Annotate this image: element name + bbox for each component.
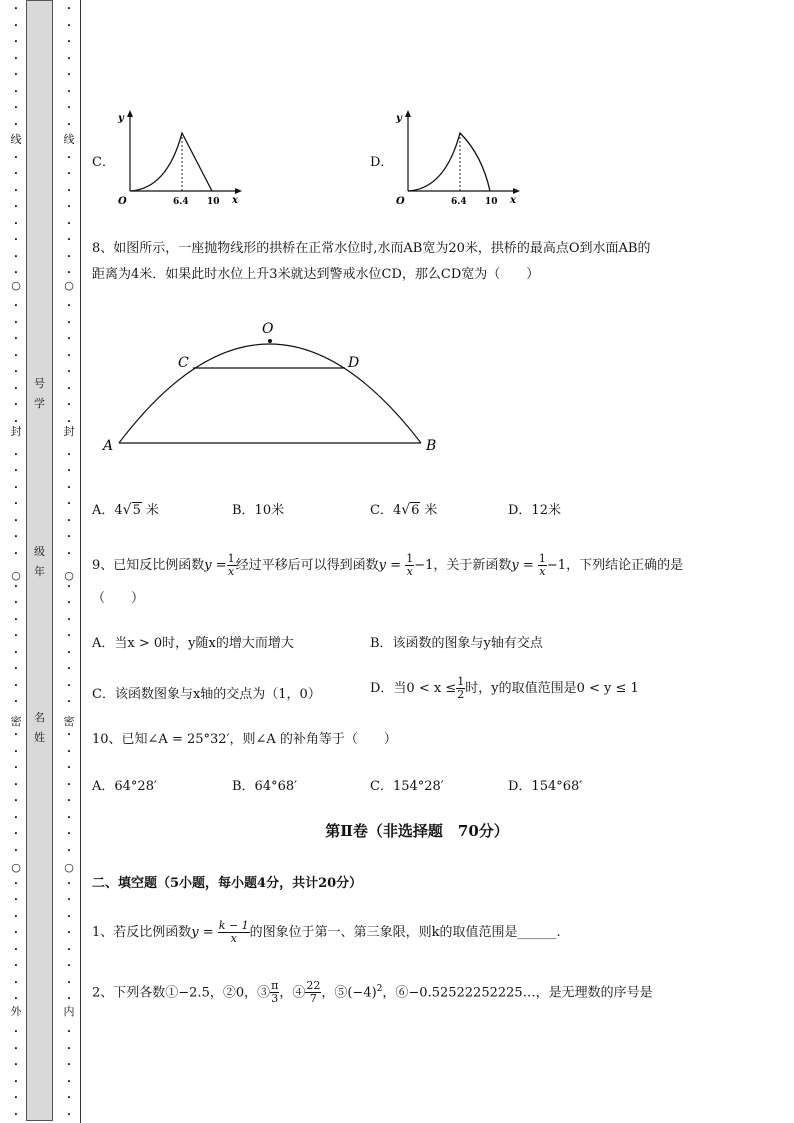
binding-mark: 封 <box>10 425 22 438</box>
cut-dot: • <box>13 302 19 310</box>
cut-dot: • <box>13 384 19 393</box>
binding-mark: ○ <box>11 279 21 292</box>
cut-dot: • <box>13 698 19 706</box>
cut-dot: • <box>13 747 19 756</box>
cut-dot: • <box>13 500 19 508</box>
origin-label: O <box>118 196 127 207</box>
cut-dot: • <box>13 665 19 673</box>
cut-dot: • <box>13 1061 19 1069</box>
cut-dot: • <box>13 896 19 904</box>
cut-dot: • <box>13 87 19 96</box>
cut-dot: • <box>13 1110 19 1119</box>
cut-dot: • <box>13 879 19 888</box>
cut-dot: • <box>66 1061 72 1069</box>
cut-dot: • <box>13 269 19 277</box>
cut-dot: • <box>66 896 72 904</box>
binding-mark: 线 <box>63 133 75 146</box>
q10-option-a: A．64°28′ <box>92 779 157 794</box>
cut-dot: • <box>66 236 72 244</box>
cut-dot: • <box>13 368 19 376</box>
cut-dot: • <box>66 170 72 178</box>
strip-label: 年 <box>34 565 45 578</box>
cut-dot: • <box>13 54 19 63</box>
cut-dot: • <box>13 846 19 855</box>
q8-line1: 8、如图所示，一座抛物线形的拱桥在正常水位时,水而AB宽为20米，拱桥的最高点O到水面AB的 <box>92 241 651 256</box>
q10-option-c: C．154°28′ <box>370 779 444 794</box>
binding-mark: 密 <box>10 715 22 728</box>
cut-dot: • <box>13 978 19 987</box>
q9-line1: 9、已知反比例函数y = $\frac{1}{x}$ 经过平移后可以得到函数y = $\frac{1}{x}$ −1，关于新函数y = $\frac{1}{x}$ −1，下列结论正确的是 <box>92 552 684 578</box>
cut-dot: • <box>13 830 19 838</box>
cut-dot: • <box>13 203 19 211</box>
cut-dot: • <box>66 582 72 591</box>
cut-dot: • <box>66 533 72 541</box>
cut-dot: • <box>66 87 72 96</box>
cut-dot: • <box>13 1028 19 1036</box>
cut-dot: • <box>13 5 19 13</box>
cut-dot: • <box>66 186 72 195</box>
cut-dot: • <box>66 698 72 706</box>
cut-dot: • <box>66 21 72 30</box>
cut-dot: • <box>66 731 72 739</box>
cut-dot: • <box>66 5 72 13</box>
binding-margin <box>0 0 84 1123</box>
cut-dot: • <box>66 1028 72 1036</box>
cut-dot: • <box>66 368 72 376</box>
q9-option-d: D．当0 < x ≤ $\frac{1}{2}$ 时，y的取值范围是0 < y ≤ 1 <box>370 675 639 701</box>
cut-dot: • <box>13 236 19 244</box>
cut-dot: • <box>13 1044 19 1053</box>
cut-dot: • <box>13 1094 19 1102</box>
part2-heading: 二、填空题（5小题，每小题4分，共计20分） <box>92 876 363 891</box>
cut-dot: • <box>66 978 72 987</box>
point-a-label: A <box>103 438 114 454</box>
dotted-cut-line-inner <box>63 0 75 1123</box>
q10-text: 10、已知∠A = 25°32′，则∠A 的补角等于（ ） <box>92 732 397 747</box>
strip-label: 学 <box>34 397 45 410</box>
cut-dot: • <box>66 995 72 1003</box>
cut-dot: • <box>13 252 19 261</box>
cut-dot: • <box>66 104 72 112</box>
dotted-cut-line-left <box>10 0 22 1123</box>
cut-dot: • <box>13 467 19 475</box>
cut-dot: • <box>13 186 19 195</box>
cut-dot: • <box>66 1044 72 1053</box>
q8-option-a: A．4√5 米 <box>92 502 159 518</box>
cut-dot: • <box>66 219 72 228</box>
cut-dot: • <box>66 71 72 79</box>
cut-dot: • <box>13 632 19 640</box>
strip-label: 级 <box>34 545 45 558</box>
cut-dot: • <box>66 335 72 343</box>
binding-mark: ○ <box>64 861 74 874</box>
cut-dot: • <box>66 252 72 261</box>
cut-dot: • <box>66 615 72 624</box>
cut-dot: • <box>13 615 19 624</box>
binding-mark: 密 <box>63 715 75 728</box>
cut-dot: • <box>66 797 72 805</box>
cut-dot: • <box>66 516 72 525</box>
binding-mark: 线 <box>10 133 22 146</box>
cut-dot: • <box>66 203 72 211</box>
cut-dot: • <box>66 1110 72 1119</box>
q8-option-b: B．10米 <box>232 503 285 518</box>
cut-dot: • <box>66 1094 72 1102</box>
cut-dot: • <box>66 813 72 822</box>
cut-dot: • <box>66 120 72 129</box>
cut-dot: • <box>66 302 72 310</box>
cut-dot: • <box>66 1077 72 1086</box>
cut-dot: • <box>66 318 72 327</box>
arch-bridge-figure <box>95 315 445 460</box>
cut-dot: • <box>66 351 72 360</box>
cut-dot: • <box>66 912 72 921</box>
cut-dot: • <box>66 467 72 475</box>
cut-dot: • <box>13 71 19 79</box>
cut-dot: • <box>66 417 72 426</box>
cut-dot: • <box>13 764 19 772</box>
fill-question-2: 2、下列各数①−2.5，②0，③ $\frac{\pi}{3}$ ，④ $\frac{22}{7}$ ，$⑤(-4)^2$，⑥−0.52522252225…，是无理数的序号是 <box>92 979 653 1006</box>
cut-dot: • <box>66 54 72 63</box>
cut-dot: • <box>13 549 19 558</box>
cut-dot: • <box>66 549 72 558</box>
cut-dot: • <box>13 813 19 822</box>
cut-dot: • <box>13 170 19 178</box>
tick-label: 6.4 <box>173 197 189 207</box>
binding-mark: ○ <box>64 279 74 292</box>
point-o-label: O <box>262 321 274 337</box>
q9-line2: （ ） <box>92 591 145 606</box>
cut-dot: • <box>13 335 19 343</box>
cut-dot: • <box>13 38 19 46</box>
cut-dot: • <box>13 533 19 541</box>
cut-dot: • <box>13 945 19 954</box>
cut-dot: • <box>66 962 72 970</box>
cut-dot: • <box>13 648 19 657</box>
section-title: 第Ⅱ卷（非选择题 70分） <box>325 822 509 840</box>
binding-mark: ○ <box>11 569 21 582</box>
strip-label: 号 <box>34 377 45 390</box>
tick-label: 10 <box>485 197 498 207</box>
cut-dot: • <box>13 219 19 228</box>
cut-dot: • <box>13 153 19 162</box>
cut-dot: • <box>66 665 72 673</box>
cut-dot: • <box>13 401 19 409</box>
cut-dot: • <box>13 962 19 970</box>
cut-dot: • <box>13 797 19 805</box>
cut-dot: • <box>13 582 19 591</box>
cut-dot: • <box>66 846 72 855</box>
cut-dot: • <box>66 632 72 640</box>
y-axis-label: y <box>118 113 124 124</box>
cut-dot: • <box>66 599 72 607</box>
q9-option-a: A．当x > 0时，y随x的增大而增大 <box>92 636 294 651</box>
cut-dot: • <box>13 120 19 129</box>
point-d-label: D <box>348 355 360 371</box>
point-b-label: B <box>426 438 437 454</box>
q10-option-b: B．64°68′ <box>232 779 298 794</box>
cut-dot: • <box>13 450 19 459</box>
fill-question-1: 1、若反比例函数y = $\frac{k - 1}{x}$ 的图象位于第一、第三象限，则k的取值范围是______. <box>92 919 561 945</box>
q8-line2: 距离为4米．如果此时水位上升3米就达到警戒水位CD，那么CD宽为（ ） <box>92 267 540 282</box>
cut-dot: • <box>66 945 72 954</box>
cut-dot: • <box>13 351 19 360</box>
cut-dot: • <box>13 731 19 739</box>
cut-dot: • <box>66 483 72 492</box>
binding-mark: ○ <box>64 569 74 582</box>
cut-dot: • <box>13 318 19 327</box>
cut-dot: • <box>66 401 72 409</box>
cut-dot: • <box>13 780 19 789</box>
option-d-label: D． <box>370 155 394 170</box>
point-c-label: C <box>178 355 189 371</box>
cut-dot: • <box>13 995 19 1003</box>
cut-dot: • <box>66 269 72 277</box>
cut-dot: • <box>66 648 72 657</box>
cut-dot: • <box>66 153 72 162</box>
cut-dot: • <box>66 879 72 888</box>
cut-dot: • <box>13 681 19 690</box>
cut-dot: • <box>13 417 19 426</box>
cut-dot: • <box>13 516 19 525</box>
origin-label: O <box>396 196 405 207</box>
cut-dot: • <box>66 681 72 690</box>
cut-dot: • <box>13 21 19 30</box>
cut-dot: • <box>66 830 72 838</box>
strip-label: 姓 <box>34 731 45 744</box>
cut-dot: • <box>13 912 19 921</box>
q8-option-c: C．4√6 米 <box>370 502 438 518</box>
binding-mark: 外 <box>10 1005 22 1018</box>
cut-dot: • <box>13 1077 19 1086</box>
strip-label: 名 <box>34 711 45 724</box>
tick-label: 6.4 <box>451 197 467 207</box>
binding-mark: 内 <box>63 1005 75 1018</box>
cut-dot: • <box>13 599 19 607</box>
binding-mark: ○ <box>11 861 21 874</box>
margin-border-line <box>80 0 81 1123</box>
cut-dot: • <box>66 38 72 46</box>
cut-dot: • <box>66 929 72 937</box>
q10-option-d: D．154°68′ <box>508 779 583 794</box>
cut-dot: • <box>66 384 72 393</box>
student-info-strip <box>26 0 53 1121</box>
cut-dot: • <box>66 450 72 459</box>
binding-mark: 封 <box>63 425 75 438</box>
cut-dot: • <box>13 929 19 937</box>
option-c-label: C． <box>92 155 115 170</box>
q9-option-c: C．该函数图象与x轴的交点为（1，0） <box>92 687 321 702</box>
cut-dot: • <box>13 483 19 492</box>
graph-d <box>390 103 525 208</box>
cut-dot: • <box>13 104 19 112</box>
cut-dot: • <box>66 780 72 789</box>
cut-dot: • <box>66 747 72 756</box>
x-axis-label: x <box>232 195 238 206</box>
q9-option-b: B．该函数的图象与y轴有交点 <box>370 636 543 651</box>
tick-label: 10 <box>207 197 220 207</box>
x-axis-label: x <box>510 195 516 206</box>
graph-c <box>112 103 247 208</box>
y-axis-label: y <box>396 113 402 124</box>
q8-option-d: D．12米 <box>508 503 561 518</box>
cut-dot: • <box>66 500 72 508</box>
cut-dot: • <box>66 764 72 772</box>
